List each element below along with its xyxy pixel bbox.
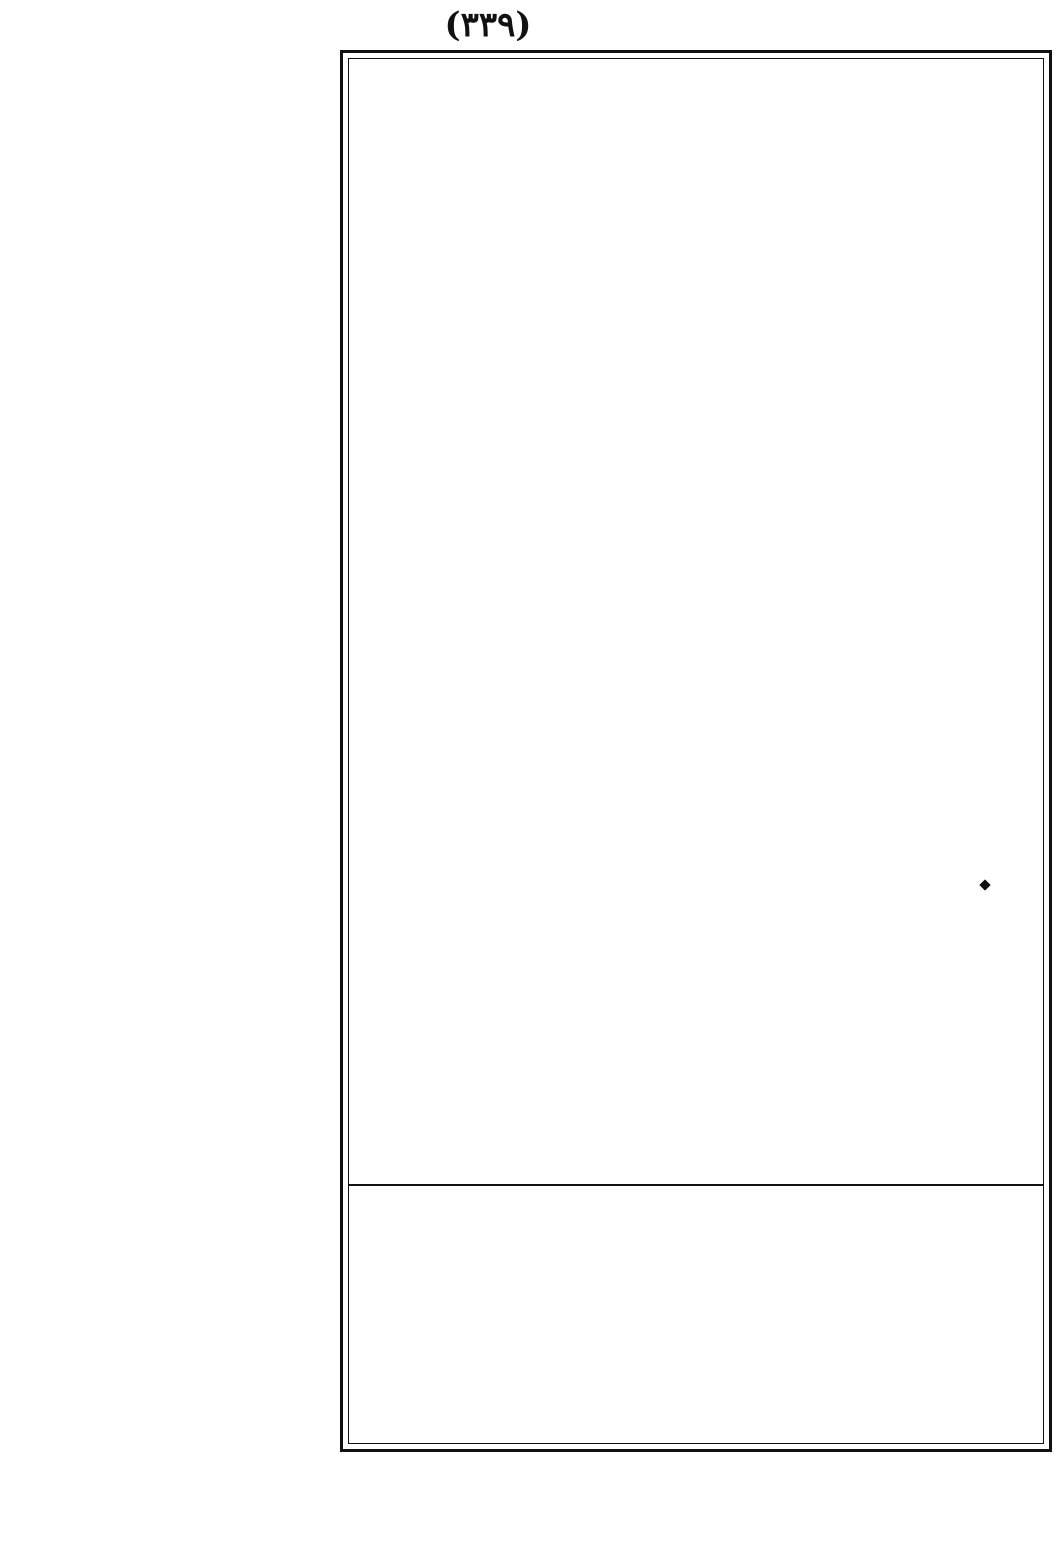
margin-text-line bbox=[8, 435, 334, 466]
margin-text-line bbox=[8, 1072, 334, 1103]
section-divider bbox=[348, 1184, 1044, 1186]
main-text-line bbox=[357, 437, 1035, 468]
margin-text-line bbox=[8, 371, 334, 402]
page-number: (٣٣٩) bbox=[444, 5, 532, 45]
main-text-column bbox=[357, 65, 1035, 1437]
main-text-line bbox=[357, 375, 1035, 406]
margin-text-line bbox=[8, 785, 334, 816]
footer-continuation-line bbox=[8, 1456, 1052, 1496]
margin-text-line bbox=[8, 913, 334, 944]
margin-text-line bbox=[8, 945, 334, 976]
main-text-line bbox=[357, 686, 1035, 717]
margin-text-line bbox=[8, 976, 334, 1007]
main-text-line bbox=[357, 655, 1035, 686]
main-text-line bbox=[357, 717, 1035, 748]
fleuron-mark bbox=[978, 878, 992, 892]
margin-text-line bbox=[8, 1200, 334, 1231]
main-text-line bbox=[357, 251, 1035, 282]
main-text-line bbox=[357, 406, 1035, 437]
margin-text-line bbox=[8, 1040, 334, 1071]
main-text-line bbox=[357, 189, 1035, 220]
main-text-line bbox=[357, 1374, 1035, 1405]
margin-text-line bbox=[8, 753, 334, 784]
margin-text-line bbox=[8, 1263, 334, 1294]
margin-text-line bbox=[8, 1104, 334, 1135]
main-text-line bbox=[357, 127, 1035, 158]
main-text-line bbox=[357, 1151, 1035, 1182]
main-text-line bbox=[357, 220, 1035, 251]
margin-text-column bbox=[8, 52, 334, 1454]
margin-text-line bbox=[8, 817, 334, 848]
main-text-line bbox=[357, 1120, 1035, 1151]
margin-text-line bbox=[8, 881, 334, 912]
main-text-line bbox=[357, 748, 1035, 779]
margin-text-line bbox=[8, 466, 334, 497]
main-text-line bbox=[357, 1219, 1035, 1250]
margin-text-line bbox=[8, 52, 334, 83]
main-text-line bbox=[357, 1188, 1035, 1219]
main-text-line bbox=[357, 779, 1035, 810]
main-text-line bbox=[357, 1405, 1035, 1436]
margin-text-line bbox=[8, 1327, 334, 1358]
main-text-line bbox=[357, 344, 1035, 375]
main-text-line bbox=[357, 1312, 1035, 1343]
margin-text-line bbox=[8, 1423, 334, 1454]
margin-text-line bbox=[8, 243, 334, 274]
margin-text-line bbox=[8, 594, 334, 625]
margin-text-line bbox=[8, 339, 334, 370]
main-text-line bbox=[357, 562, 1035, 593]
margin-text-line bbox=[8, 1359, 334, 1390]
main-text-line bbox=[357, 965, 1035, 996]
main-text-line bbox=[357, 996, 1035, 1027]
main-text-line bbox=[357, 158, 1035, 189]
margin-text-line bbox=[8, 211, 334, 242]
margin-text-line bbox=[8, 148, 334, 179]
margin-text-line bbox=[8, 721, 334, 752]
main-text-line bbox=[357, 96, 1035, 127]
margin-text-line bbox=[8, 1136, 334, 1167]
margin-text-line bbox=[8, 1008, 334, 1039]
main-text-line bbox=[357, 499, 1035, 530]
margin-text-line bbox=[8, 307, 334, 338]
running-header bbox=[8, 0, 1052, 50]
main-text-line bbox=[357, 313, 1035, 344]
main-text-line bbox=[357, 593, 1035, 624]
main-text-line bbox=[357, 872, 1035, 903]
main-text-line bbox=[357, 841, 1035, 872]
margin-text-line bbox=[8, 1295, 334, 1326]
main-text-line bbox=[357, 1281, 1035, 1312]
main-text-line bbox=[357, 810, 1035, 841]
main-text-line bbox=[357, 468, 1035, 499]
main-text-line bbox=[357, 624, 1035, 655]
main-text-line bbox=[357, 903, 1035, 934]
main-text-line bbox=[357, 1058, 1035, 1089]
main-text-line bbox=[357, 1343, 1035, 1374]
margin-text-line bbox=[8, 403, 334, 434]
margin-text-line bbox=[8, 1231, 334, 1262]
margin-text-line bbox=[8, 116, 334, 147]
margin-text-line bbox=[8, 658, 334, 689]
margin-text-line bbox=[8, 562, 334, 593]
margin-text-line bbox=[8, 1168, 334, 1199]
main-text-line bbox=[357, 530, 1035, 561]
margin-text-line bbox=[8, 530, 334, 561]
margin-text-line bbox=[8, 275, 334, 306]
margin-text-line bbox=[8, 180, 334, 211]
margin-text-line bbox=[8, 849, 334, 880]
main-text-line bbox=[357, 1089, 1035, 1120]
main-text-line bbox=[357, 65, 1035, 96]
main-text-line bbox=[357, 1250, 1035, 1281]
margin-text-line bbox=[8, 84, 334, 115]
margin-text-line bbox=[8, 498, 334, 529]
margin-text-line bbox=[8, 626, 334, 657]
main-text-frame bbox=[340, 50, 1052, 1452]
margin-text-line bbox=[8, 1391, 334, 1422]
main-text-line bbox=[357, 934, 1035, 965]
main-text-line bbox=[357, 1027, 1035, 1058]
margin-text-line bbox=[8, 690, 334, 721]
main-text-line bbox=[357, 282, 1035, 313]
